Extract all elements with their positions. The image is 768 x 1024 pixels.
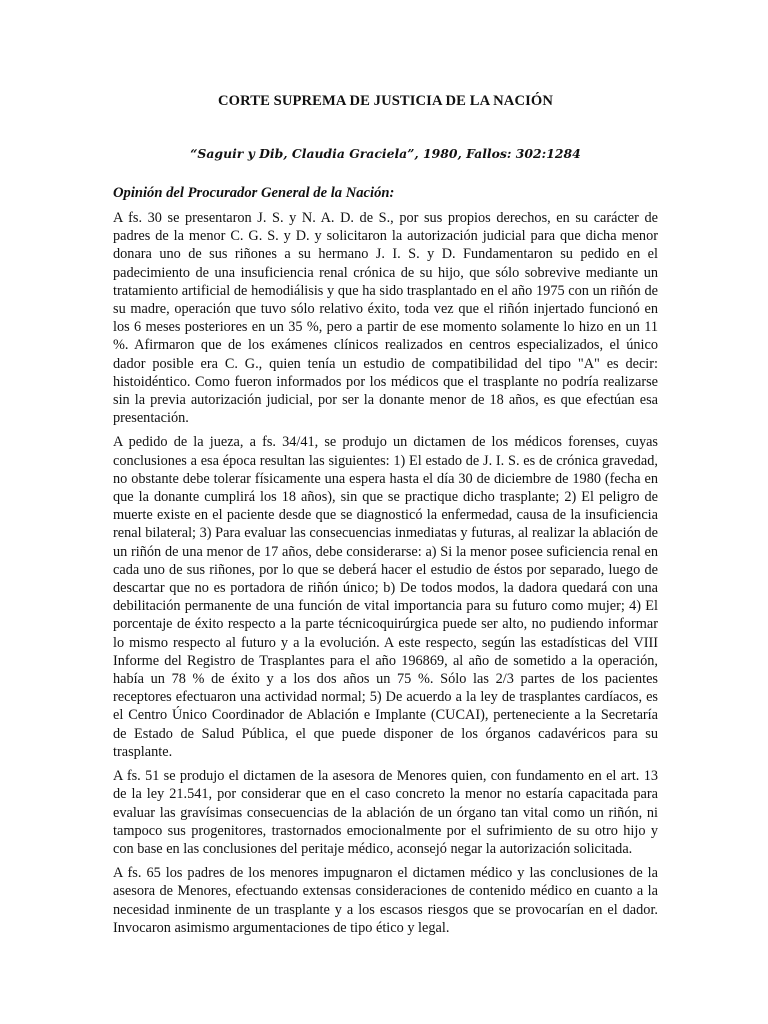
case-citation: “Saguir y Dib, Claudia Graciela”, 1980, Fallos: 302:1284	[190, 146, 581, 161]
document-body	[113, 209, 658, 943]
paragraph-1: A fs. 30 se presentaron J. S. y N. A. D. de S., por sus propios derechos, en su carácter de padres de la menor C. G. S. y D. y solicitaron la autorización judicial para que dicha menor donara uno de sus riñones a su hermano J. I. S. y D. Fundamentaron su pedido en el padecimiento de una insuficiencia renal crónica de su hijo, que sólo sobrevive mediante un tratamiento artificial de hemodiálisis y que ha sido trasplantado en el año 1975 con un riñón de su madre, operación que tuvo sólo relativo éxito, toda vez que el riñón injertado funcionó en los 6 meses posteriores en un 35 %, pero a partir de ese momento solamente lo hizo en un 11 %. Afirmaron que de los exámenes clínicos realizados en centros especializados, el único dador posible era C. G., quien tenía un estudio de compatibilidad del tipo "A" es decir: histoidéntico. Como fueron informados por los médicos que el trasplante no podría realizarse sin la previa autorización judicial, por ser la donante menor de 18 años, es que efectúan esa presentación.	[113, 210, 658, 427]
page-title: CORTE SUPREMA DE JUSTICIA DE LA NACIÓN	[218, 93, 553, 109]
paragraph-4: A fs. 65 los padres de los menores impugnaron el dictamen médico y las conclusiones de la asesora de Menores, efectuando extensas consideraciones de contenido médico en cuanto a la necesidad inminente de un trasplante y a los escasos riesgos que se provocarían en el dador. Invocaron asimismo argumentaciones de tipo ético y legal.	[113, 865, 658, 936]
paragraph-2: A pedido de la jueza, a fs. 34/41, se produjo un dictamen de los médicos forenses, cuyas conclusiones a esa época resultan las siguientes: 1) El estado de J. I. S. es de crónica gravedad, no obstante debe tolerar físicamente una espera hasta el día 30 de diciembre de 1980 (fecha en que la donante cumplirá los 18 años), sin que se practique dicho trasplante; 2) El peligro de muerte existe en el paciente desde que se diagnosticó la enfermedad, causa de la insuficiencia renal bilateral; 3) Para evaluar las consecuencias inmediatas y futuras, al realizar la ablación de un riñón de una menor de 17 años, debe considerarse: a) Si la menor posee suficiencia renal en cada uno de sus riñones, por lo que se deberá hacer el estudio de éstos por separado, luego de descartar que no es portadora de riñón único; b) De todos modos, la dadora quedará con una debilitación permanente de una función de vital importancia para su futuro como mujer; 4) El porcentaje de éxito respecto a la parte técnicoquirúrgica puede ser alto, no pudiendo informar lo mismo respecto al futuro y a la evolución. A este respecto, según las estadísticas del VIII Informe del Registro de Trasplantes para el año 196869, al año de sometido a la operación, había un 78 % de éxito y a los dos años un 75 %. Sólo las 2/3 partes de los pacientes receptores efectuaron una actividad normal; 5) De acuerdo a la ley de trasplantes cardíacos, es el Centro Único Coordinador de Ablación e Implante (CUCAI), perteneciente a la Secretaría de Estado de Salud Pública, el que puede disponer de los órganos cadavéricos para su trasplante.	[113, 434, 658, 760]
paragraph-3: A fs. 51 se produjo el dictamen de la asesora de Menores quien, con fundamento en el art. 13 de la ley 21.541, por considerar que en el caso concreto la menor no estaría capacitada para evaluar las gravísimas consecuencias de la ablación de un órgano tan vital como un riñón, ni tampoco sus progenitores, trastornados emocionalmente por el sufrimiento de su otro hijo y con base en las conclusiones del peritaje médico, aconsejó negar la autorización solicitada.	[113, 768, 658, 857]
section-heading: Opinión del Procurador General de la Nación:	[113, 185, 395, 201]
document-page	[113, 0, 658, 1024]
